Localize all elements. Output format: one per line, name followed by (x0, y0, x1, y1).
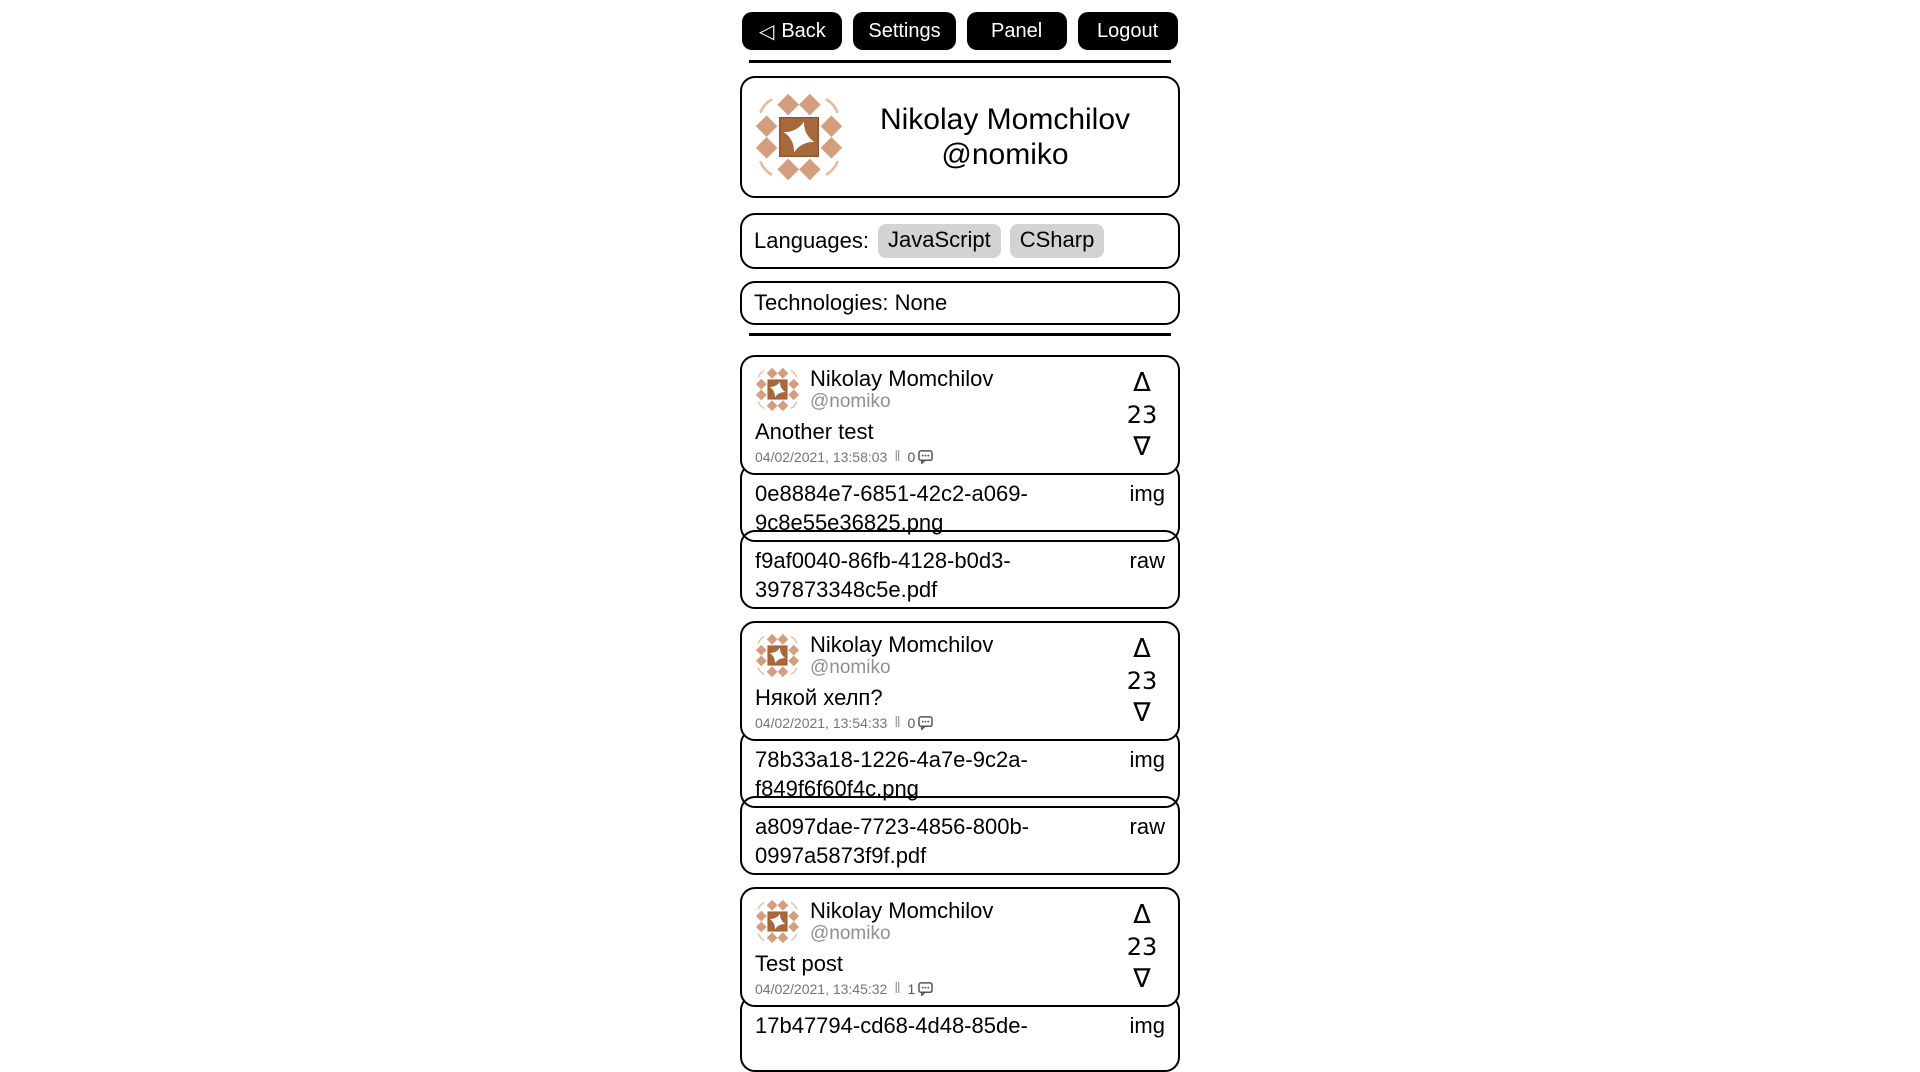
meta-separator: ‖ (894, 714, 901, 731)
post-title: Another test (755, 419, 874, 444)
technologies-text: Technologies: None (754, 290, 948, 315)
post-author-handle: @nomiko (810, 657, 891, 678)
post-card[interactable] (740, 355, 1180, 475)
meta-separator: ‖ (894, 980, 901, 997)
language-badge-javascript: JavaScript (878, 224, 1001, 258)
downvote-button[interactable]: ∇ (1133, 964, 1151, 994)
attachment-type-label: img (1129, 747, 1165, 772)
attachment-filename: 0e8884e7-6851-42c2-a069-9c8e55e36825.png (755, 481, 1028, 535)
comment-count: 0 (907, 714, 916, 731)
profile-handle: @nomiko (941, 138, 1069, 171)
meta-separator: ‖ (894, 448, 901, 465)
post-author-avatar (755, 367, 800, 412)
attachment-filename: 17b47794-cd68-4d48-85de- (755, 1013, 1028, 1038)
post-card[interactable] (740, 621, 1180, 741)
languages-card (740, 213, 1180, 269)
post-title: Test post (755, 951, 844, 976)
upvote-button[interactable]: Δ (1133, 634, 1151, 664)
upvote-button[interactable]: Δ (1133, 368, 1151, 398)
post-timestamp: 04/02/2021, 13:58:03 (755, 448, 888, 465)
comment-icon (918, 716, 933, 730)
attachment-type-label: img (1129, 1013, 1165, 1038)
post-author-avatar (755, 899, 800, 944)
technologies-card (740, 281, 1180, 325)
attachment-type-label: raw (1129, 548, 1165, 573)
post-title: Някой хелп? (755, 685, 883, 710)
post-timestamp: 04/02/2021, 13:54:33 (755, 714, 888, 731)
language-badge-csharp: CSharp (1010, 224, 1105, 258)
profile-name: Nikolay Momchilov (879, 103, 1131, 136)
toolbar (0, 0, 1920, 50)
languages-label: Languages: (754, 228, 869, 253)
attachment-type-label: raw (1129, 814, 1165, 839)
attachment-filename: a8097dae-7723-4856-800b-0997a5873f9f.pdf (755, 814, 1030, 868)
settings-button[interactable]: Settings (853, 12, 955, 50)
post-author-name: Nikolay Momchilov (810, 898, 994, 923)
vote-column (1119, 366, 1165, 465)
vote-score: 23 (1126, 401, 1158, 429)
downvote-button[interactable]: ∇ (1133, 432, 1151, 462)
post-author-handle: @nomiko (810, 391, 891, 412)
comment-icon (918, 450, 933, 464)
downvote-button[interactable]: ∇ (1133, 698, 1151, 728)
back-button[interactable] (742, 12, 842, 50)
profile-avatar (754, 92, 844, 182)
comment-count: 0 (907, 448, 916, 465)
back-button-label: Back (781, 19, 826, 42)
comment-icon (918, 982, 933, 996)
vote-column (1119, 632, 1165, 731)
post-group (740, 887, 1180, 1072)
top-divider (749, 60, 1171, 63)
upvote-button[interactable]: Δ (1133, 900, 1151, 930)
panel-button[interactable]: Panel (967, 12, 1067, 50)
post-group (740, 355, 1180, 609)
post-author-avatar (755, 633, 800, 678)
post-author-handle: @nomiko (810, 923, 891, 944)
post-author-name: Nikolay Momchilov (810, 366, 994, 391)
back-icon: ◁ (758, 20, 775, 43)
profile-card (740, 76, 1180, 198)
vote-column (1119, 898, 1165, 997)
vote-score: 23 (1126, 933, 1158, 961)
logout-button[interactable]: Logout (1078, 12, 1178, 50)
attachment-type-label: img (1129, 481, 1165, 506)
vote-score: 23 (1126, 667, 1158, 695)
post-group (740, 621, 1180, 875)
attachment-filename: f9af0040-86fb-4128-b0d3-397873348c5e.pdf (755, 548, 1011, 602)
post-author-name: Nikolay Momchilov (810, 632, 994, 657)
attachment-filename: 78b33a18-1226-4a7e-9c2a-f849f6f60f4c.png (755, 747, 1028, 801)
comment-count: 1 (907, 980, 916, 997)
post-card[interactable] (740, 887, 1180, 1007)
post-timestamp: 04/02/2021, 13:45:32 (755, 980, 888, 997)
section-divider (749, 333, 1171, 336)
